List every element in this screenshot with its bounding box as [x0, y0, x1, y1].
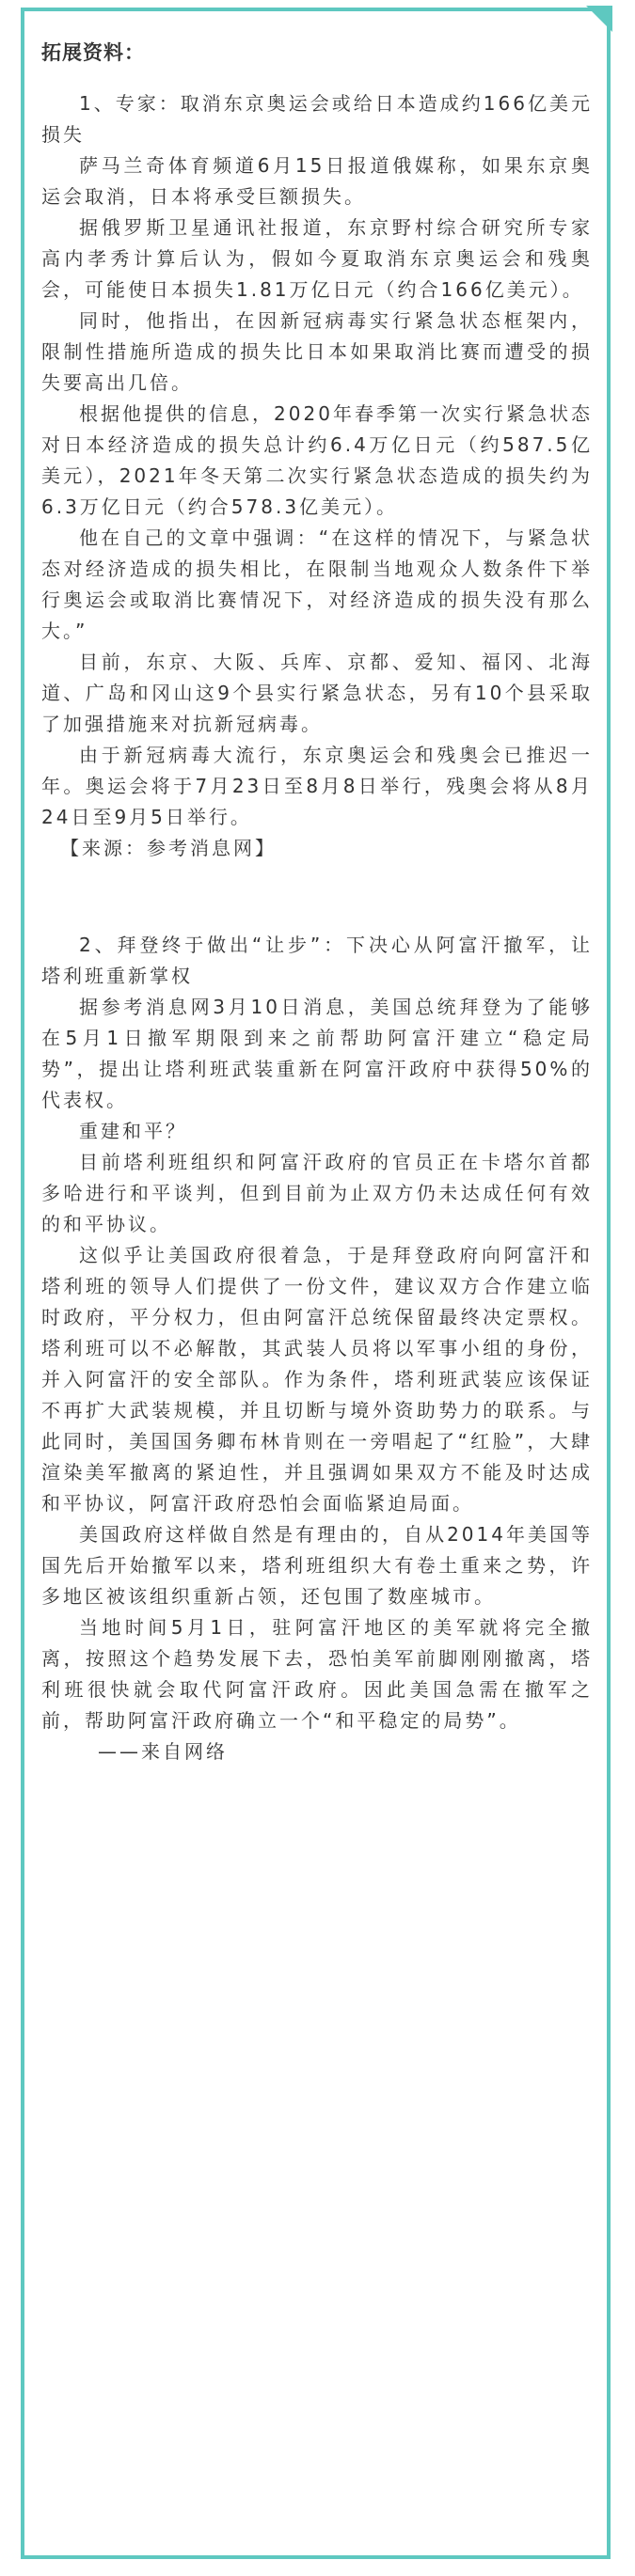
section-2-paragraph: 这似乎让美国政府很着急，于是拜登政府向阿富汗和塔利班的领导人们提供了一份文件，建议双方合作建立临时政府，平分权力，但由阿富汗总统保留最终决定票权。塔利班可以不必解散，其武装人员将以军事小组的身份，并入阿富汗的安全部队。作为条件，塔利班武装应该保证不再扩大武装规模，并且切断与境外资助势力的联系。与此同时，美国国务卿布林肯则在一旁唱起了“红脸”，大肆渲染美军撤离的紧迫性，并且强调如果双方不能及时达成和平协议，阿富汗政府恐怕会面临紧迫局面。 [41, 1244, 593, 1515]
section-1-paragraph: 目前，东京、大阪、兵库、京都、爱知、福冈、北海道、广岛和冈山这9个县实行紧急状态，另有10个县采取了加强措施来对抗新冠病毒。 [41, 651, 593, 735]
section-1-paragraph: 同时，他指出，在因新冠病毒实行紧急状态框架内，限制性措施所造成的损失比日本如果取消比赛而遭受的损失要高出几倍。 [41, 309, 593, 394]
section-1-heading: 1、专家：取消东京奥运会或给日本造成约166亿美元损失 [41, 92, 593, 146]
section-spacer [41, 864, 593, 930]
section-1-paragraph: 萨马兰奇体育频道6月15日报道俄媒称，如果东京奥运会取消，日本将承受巨额损失。 [41, 154, 593, 208]
section-2-paragraph: 美国政府这样做自然是有理由的，自从2014年美国等国先后开始撤军以来，塔利班组织大有卷土重来之势，许多地区被该组织重新占领，还包围了数座城市。 [41, 1523, 593, 1608]
article-body [41, 34, 593, 1767]
section-2-paragraph: 据参考消息网3月10日消息，美国总统拜登为了能够在5月1日撤军期限到来之前帮助阿富汗建立“稳定局势”，提出让塔利班武装重新在阿富汗政府中获得50%的代表权。 [41, 996, 593, 1111]
section-1-paragraph: 他在自己的文章中强调：“在这样的情况下，与紧急状态对经济造成的损失相比，在限制当地观众人数条件下举行奥运会或取消比赛情况下，对经济造成的损失没有那么大。” [41, 526, 593, 642]
section-1-paragraph: 据俄罗斯卫星通讯社报道，东京野村综合研究所专家高内孝秀计算后认为，假如今夏取消东京奥运会和残奥会，可能使日本损失1.81万亿日元（约合166亿美元）。 [41, 216, 593, 301]
section-1-paragraph: 根据他提供的信息，2020年春季第一次实行紧急状态对日本经济造成的损失总计约6.4万亿日元（约587.5亿美元），2021年冬天第二次实行紧急状态造成的损失约为6.3万亿日元（约合578.3亿美元）。 [41, 402, 593, 518]
source-note: 【来源：参考消息网】 [60, 837, 277, 859]
section-2-paragraph: 目前塔利班组织和阿富汗政府的官员正在卡塔尔首都多哈进行和平谈判，但到目前为止双方仍未达成任何有效的和平协议。 [41, 1151, 593, 1235]
section-2-subheading: 重建和平？ [79, 1120, 187, 1142]
section-2-heading: 2、拜登终于做出“让步”：下决心从阿富汗撤军，让塔利班重新掌权 [41, 934, 593, 987]
section-1-paragraph: 由于新冠病毒大流行，东京奥运会和残奥会已推迟一年。奥运会将于7月23日至8月8日举行，残奥会将从8月24日至9月5日举行。 [41, 744, 593, 828]
page-title: 拓展资料： [41, 41, 145, 64]
signature: ——来自网络 [98, 1740, 228, 1763]
corner-decoration [586, 6, 612, 32]
section-2-paragraph: 当地时间5月1日，驻阿富汗地区的美军就将完全撤离，按照这个趋势发展下去，恐怕美军前脚刚刚撤离，塔利班很快就会取代阿富汗政府。因此美国急需在撤军之前，帮助阿富汗政府确立一个“和平稳定的局势”。 [41, 1616, 593, 1732]
content-frame [21, 8, 611, 2559]
